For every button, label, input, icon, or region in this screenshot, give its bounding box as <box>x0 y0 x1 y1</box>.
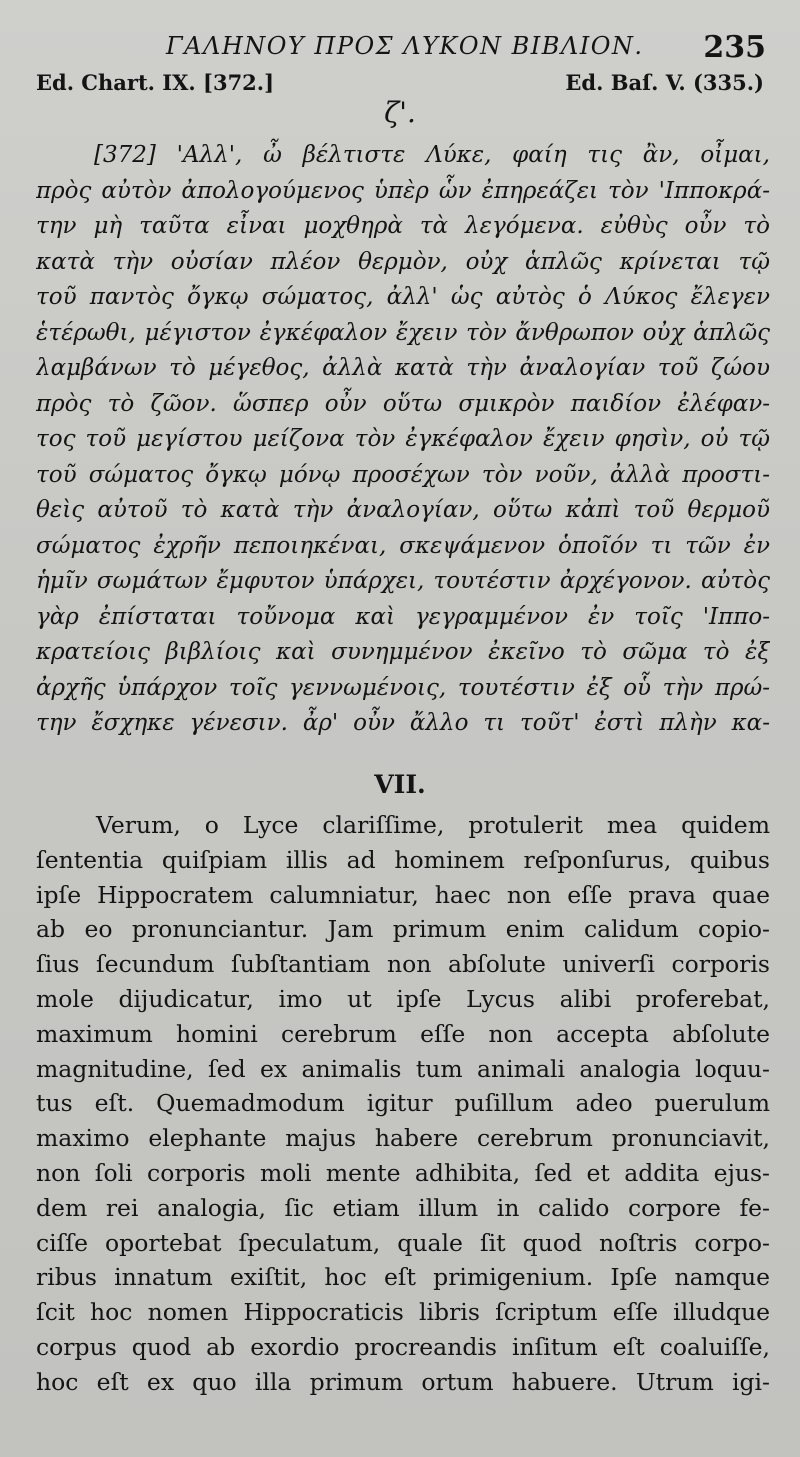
greek-line: πρὸς τὸ ζῶον. ὥσπερ οὖν οὕτω σμικρὸν παιδίον ἐλέφαν- <box>36 390 770 417</box>
latin-line: tus eſt. Quemadmodum igitur puſillum adeo puerulum <box>36 1089 770 1118</box>
greek-line: τοῦ σώματος ὄγκῳ μόνῳ προσέχων τὸν νοῦν, ἀλλὰ προστι- <box>36 461 770 488</box>
latin-line: ribus innatum exiſtit, hoc eſt primigenium. Ipſe namque <box>36 1263 770 1292</box>
greek-line: κατὰ τὴν οὐσίαν πλέον θερμὸν, οὐχ ἁπλῶς κρίνεται τῷ <box>36 248 770 275</box>
greek-line: ἀρχῆς ὑπάρχον τοῖς γεννωμένοις, τουτέστιν ἐξ οὗ τὴν πρώ- <box>36 674 770 701</box>
latin-text-block <box>36 808 770 1400</box>
latin-line: ab eo pronunciantur. Jam primum enim calidum copio- <box>36 915 770 944</box>
latin-line: ſententia quiſpiam illis ad hominem reſponſurus, quibus <box>36 845 770 874</box>
greek-section-number: ζ'. <box>384 96 416 129</box>
greek-text-block <box>36 138 770 742</box>
greek-line: κρατείοις βιβλίοις καὶ συνημμένον ἐκεῖνο τὸ σῶμα τὸ ἐξ <box>36 639 770 665</box>
latin-section-number: VII. <box>374 770 426 799</box>
latin-line: ipſe Hippocratem calumniatur, haec non eſſe prava quae <box>36 880 770 909</box>
latin-line: ſius ſecundum ſubſtantiam non abſolute univerſi corporis <box>36 950 770 979</box>
page-number: 235 <box>703 30 766 65</box>
greek-line: θεὶς αὐτοῦ τὸ κατὰ τὴν ἀναλογίαν, οὕτω κἀπὶ τοῦ θερμοῦ <box>36 497 770 523</box>
greek-line: [372] 'Αλλ', ὦ βέλτιστε Λύκε, φαίη τις ἂν, οἶμαι, <box>94 142 770 168</box>
latin-line: magnitudine, ſed ex animalis tum animali analogia loquu- <box>36 1054 770 1083</box>
greek-line: λαμβάνων τὸ μέγεθος, ἀλλὰ κατὰ τὴν ἀναλογίαν τοῦ ζώου <box>36 355 770 381</box>
latin-line: hoc eſt ex quo illa primum ortum habuere. Utrum igi- <box>36 1367 770 1396</box>
greek-line: σώματος ἐχρῆν πεποιηκέναι, σκεψάμενον ὁποῖόν τι τῶν ἐν <box>36 532 770 559</box>
latin-line: non ſoli corporis moli mente adhibita, ſed et addita ejus- <box>36 1158 770 1187</box>
latin-line: dem rei analogia, ſic etiam illum in calido corpore fe- <box>36 1193 770 1222</box>
greek-line: την μὴ ταῦτα εἶναι μοχθηρὰ τὰ λεγόμενα. εὐθὺς οὖν τὸ <box>36 213 770 239</box>
greek-line: πρὸς αὐτὸν ἀπολογούμενος ὑπὲρ ὧν ἐπηρεάζει τὸν 'Ιπποκρά- <box>36 177 770 204</box>
latin-line: corpus quod ab exordio procreandis inſitum eſt coaluiſſe, <box>36 1332 770 1361</box>
greek-line: τοῦ παντὸς ὄγκῳ σώματος, ἀλλ' ὡς αὐτὸς ὁ Λύκος ἔλεγεν <box>36 284 770 310</box>
latin-line: Verum, o Lyce clariſſime, protulerit mea quidem <box>96 811 770 839</box>
running-title: ΓΑΛΗΝΟΥ ΠΡΟΣ ΛΥΚΟΝ ΒΙΒΛΙΟΝ. <box>166 32 644 60</box>
latin-line: maximo elephante majus habere cerebrum pronunciavit, <box>36 1124 770 1153</box>
greek-line: τος τοῦ μεγίστου μείζονα τὸν ἐγκέφαλον ἔχειν φησὶν, οὐ τῷ <box>36 426 770 452</box>
greek-line: την ἔσχηκε γένεσιν. ἆρ' οὖν ἄλλο τι τοῦτ' ἐστὶ πλὴν κα- <box>36 710 770 736</box>
edition-basel-ref: Ed. Baſ. V. (335.) <box>565 70 764 95</box>
latin-line: ciſſe oportebat ſpeculatum, quale ſit quod noſtris corpo- <box>36 1228 770 1257</box>
greek-line: ἑτέρωθι, μέγιστον ἐγκέφαλον ἔχειν τὸν ἄνθρωπον οὐχ ἁπλῶς <box>36 319 770 346</box>
edition-chartier-ref: Ed. Chart. IX. [372.] <box>36 70 275 95</box>
greek-line: ἡμῖν σωμάτων ἔμφυτον ὑπάρχει, τουτέστιν ἀρχέγονον. αὐτὸς <box>36 568 770 594</box>
running-head <box>36 30 770 70</box>
latin-line: ſcit hoc nomen Hippocraticis libris ſcriptum eſſe illudque <box>36 1298 770 1327</box>
latin-line: mole dijudicatur, imo ut ipſe Lycus alibi proferebat, <box>36 984 770 1013</box>
greek-line: γὰρ ἐπίσταται τοὔνομα καὶ γεγραμμένον ἐν τοῖς 'Ιππο- <box>36 603 770 630</box>
latin-line: maximum homini cerebrum eſſe non accepta abſolute <box>36 1019 770 1048</box>
